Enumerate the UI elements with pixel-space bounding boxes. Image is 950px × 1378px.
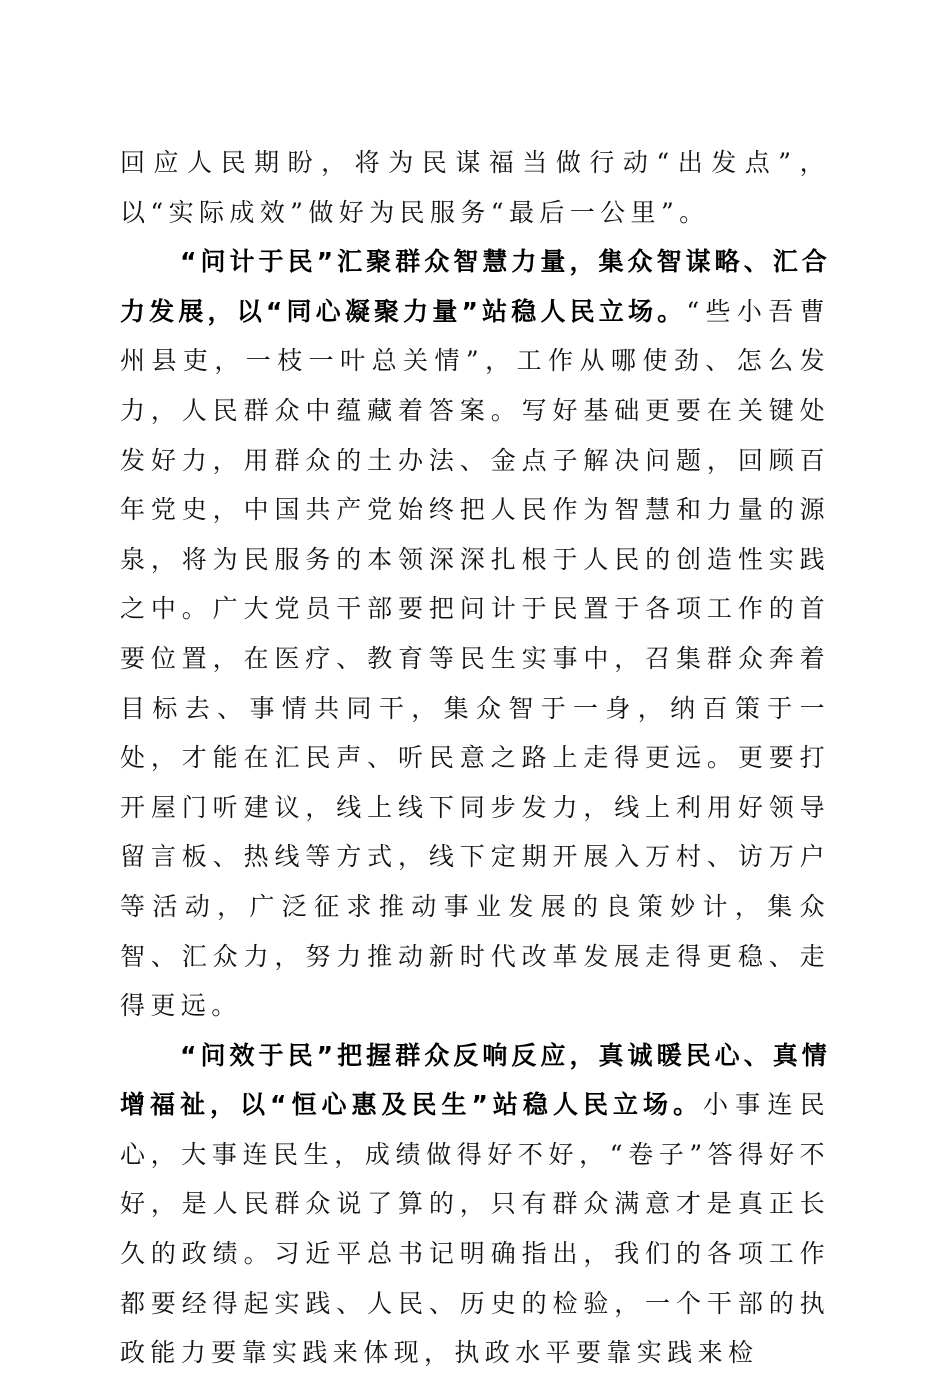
paragraph-3 bbox=[120, 1031, 830, 1378]
paragraph-1 bbox=[120, 138, 830, 237]
paragraph-3-text: 小事连民心，大事连民生，成绩做得好不好，“卷子”答得好不好，是人民群众说了算的，只有群众满意才是真正长久的政绩。习近平总书记明确指出，我们的各项工作都要经得起实践、人民、历史的检验，一个干部的执政能力要靠实践来体现，执政水平要靠实践来检 bbox=[120, 1090, 830, 1368]
paragraph-2-text: “些小吾曹州县吏，一枝一叶总关情”，工作从哪使劲、怎么发力，人民群众中蕴藏着答案。写好基础更要在关键处发好力，用群众的土办法、金点子解决问题，回顾百年党史，中国共产党始终把人民作为智慧和力量的源泉，将为民服务的本领深深扎根于人民的创造性实践之中。广大党员干部要把问计于民置于各项工作的首要位置，在医疗、教育等民生实事中，召集群众奔着目标去、事情共同干，集众智于一身，纳百策于一处，才能在汇民声、听民意之路上走得更远。更要打开屋门听建议，线上线下同步发力，线上利用好领导留言板、热线等方式，线下定期开展入万村、访万户等活动，广泛征求推动事业发展的良策妙计，集众智、汇众力，努力推动新时代改革发展走得更稳、走得更远。 bbox=[120, 296, 830, 1021]
document-body bbox=[120, 138, 830, 1378]
paragraph-1-text: 回应人民期盼，将为民谋福当做行动“出发点”，以“实际成效”做好为民服务“最后一公里”。 bbox=[120, 148, 830, 227]
paragraph-2 bbox=[120, 237, 830, 1031]
paragraph-2-lead: “问计于民”汇聚群众智慧力量，集众智谋略、汇合力发展，以“同心凝聚力量”站稳人民立场。 bbox=[120, 247, 830, 326]
paragraph-3-lead: “问效于民”把握群众反响反应，真诚暖民心、真情增福祉，以“恒心惠及民生”站稳人民立场。 bbox=[120, 1040, 830, 1120]
